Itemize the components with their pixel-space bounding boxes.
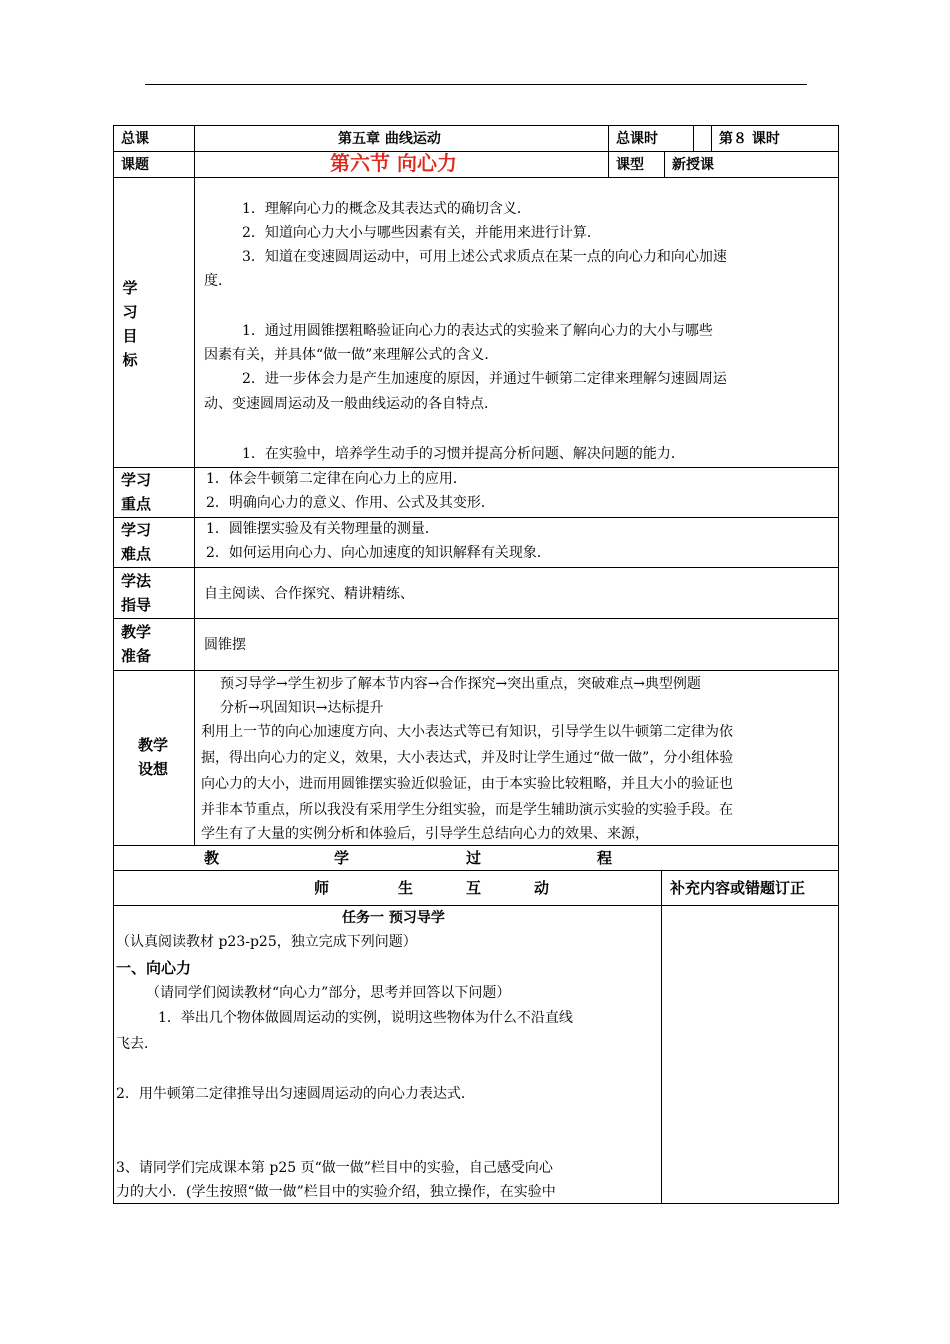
question-1: 1．举出几个物体做圆周运动的实例，说明这些物体为什么不沿直线: [158, 1010, 573, 1026]
question-3-cont: 力的大小．(学生按照“做一做”栏目中的实验介绍，独立操作，在实验中: [116, 1184, 556, 1200]
task-title: 任务一 预习导学: [342, 910, 445, 926]
supplement-header: 补充内容或错题订正: [670, 879, 806, 897]
section-instruction: （请同学们阅读教材“向心力”部分，思考并回答以下问题）: [146, 985, 511, 1001]
chapter-title: 第五章 曲线运动: [338, 131, 441, 147]
lesson-number: 第８ 课时: [719, 131, 780, 147]
preparation-content: 圆锥摆: [204, 637, 246, 653]
total-lesson-label: 总课: [121, 131, 149, 147]
task-note: （认真阅读教材 p23-p25，独立完成下列问题）: [116, 934, 417, 950]
total-hours-label: 总课时: [616, 131, 658, 147]
question-1-cont: 飞去．: [116, 1036, 158, 1052]
topic-title: 第六节 向心力: [330, 151, 457, 175]
section-heading: 一、向心力: [116, 959, 192, 977]
question-3: 3、请同学们完成课本第 p25 页“做一做”栏目中的实验，自己感受向心: [116, 1160, 553, 1176]
question-2: 2．用牛顿第二定律推导出匀速圆周运动的向心力表达式．: [116, 1086, 475, 1102]
type-label: 课型: [616, 157, 644, 173]
topic-label: 课题: [121, 157, 149, 173]
header-rule: [145, 84, 807, 85]
methods-content: 自主阅读、合作探究、精讲精练、: [204, 586, 414, 602]
type-value: 新授课: [672, 157, 714, 173]
